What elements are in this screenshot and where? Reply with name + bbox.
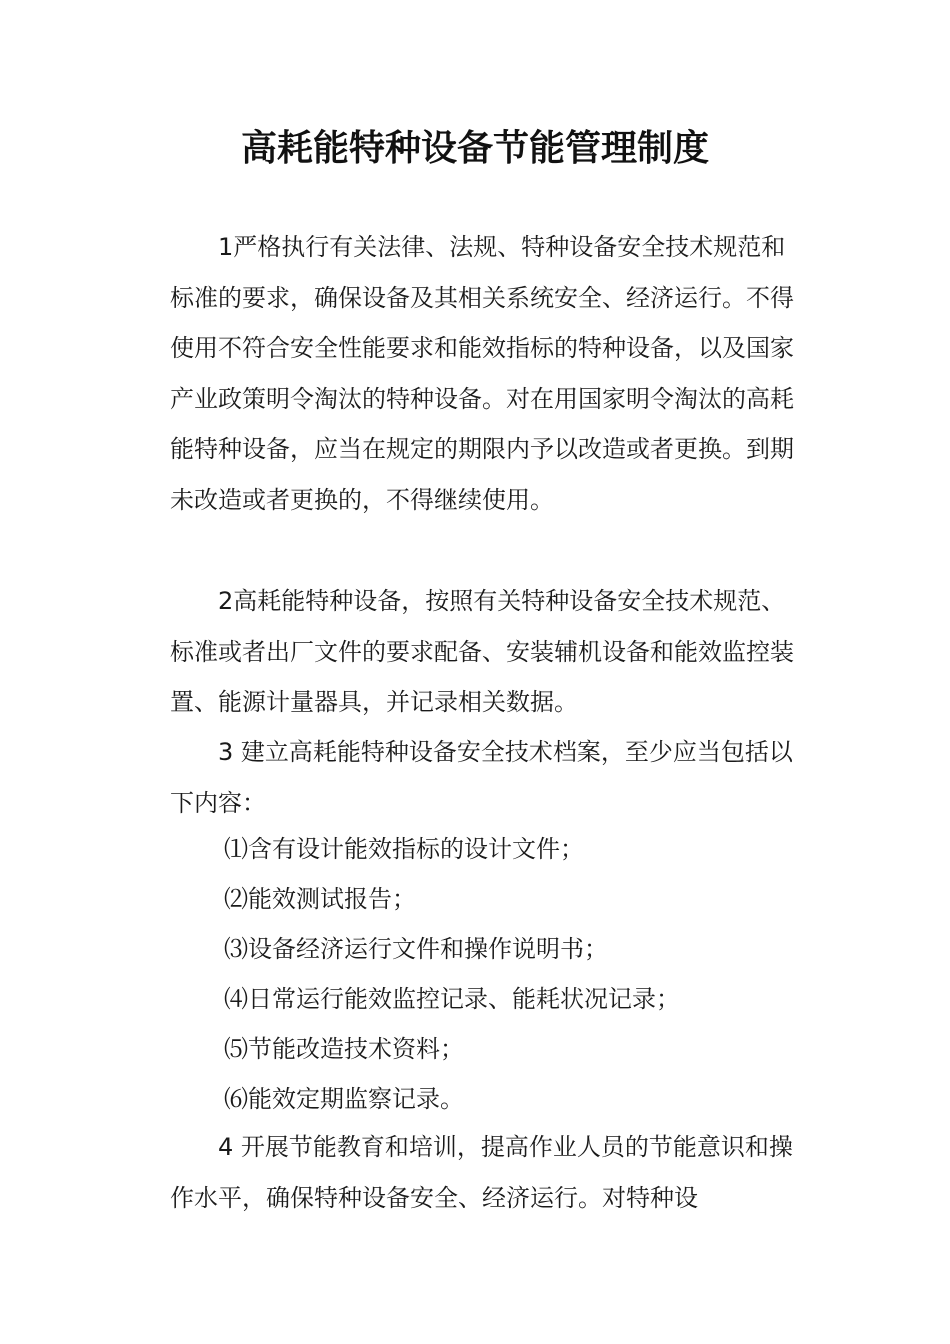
list-item: ⑴含有设计能效指标的设计文件； [224, 835, 584, 863]
list-item: ⑶设备经济运行文件和操作说明书； [224, 935, 608, 963]
paragraph-2: 2高耗能特种设备，按照有关特种设备安全技术规范、标准或者出厂文件的要求配备、安装辅机设备和能效监控装置、能源计量器具，并记录相关数据。 [170, 587, 794, 716]
paragraph-1: 1严格执行有关法律、法规、特种设备安全技术规范和标准的要求，确保设备及其相关系统安全、经济运行。不得使用不符合安全性能要求和能效指标的特种设备，以及国家产业政策明令淘汰的特种设备。对在用国家明令淘汰的高耗能特种设备，应当在规定的期限内予以改造或者更换。到期未改造或者更换的，不得继续使用。 [170, 233, 794, 514]
list-item: ⑹能效定期监察记录。 [224, 1085, 464, 1113]
page-title: 高耗能特种设备节能管理制度 [240, 127, 709, 169]
list-item: ⑸节能改造技术资料； [224, 1035, 464, 1063]
list-item: ⑵能效测试报告； [224, 885, 416, 913]
paragraph-3: 3 建立高耗能特种设备安全技术档案，至少应当包括以下内容： [170, 738, 793, 817]
list-item: ⑷日常运行能效监控记录、能耗状况记录； [224, 985, 680, 1013]
paragraph-4: 4 开展节能教育和培训，提高作业人员的节能意识和操作水平，确保特种设备安全、经济运行。对特种设 [170, 1133, 793, 1212]
